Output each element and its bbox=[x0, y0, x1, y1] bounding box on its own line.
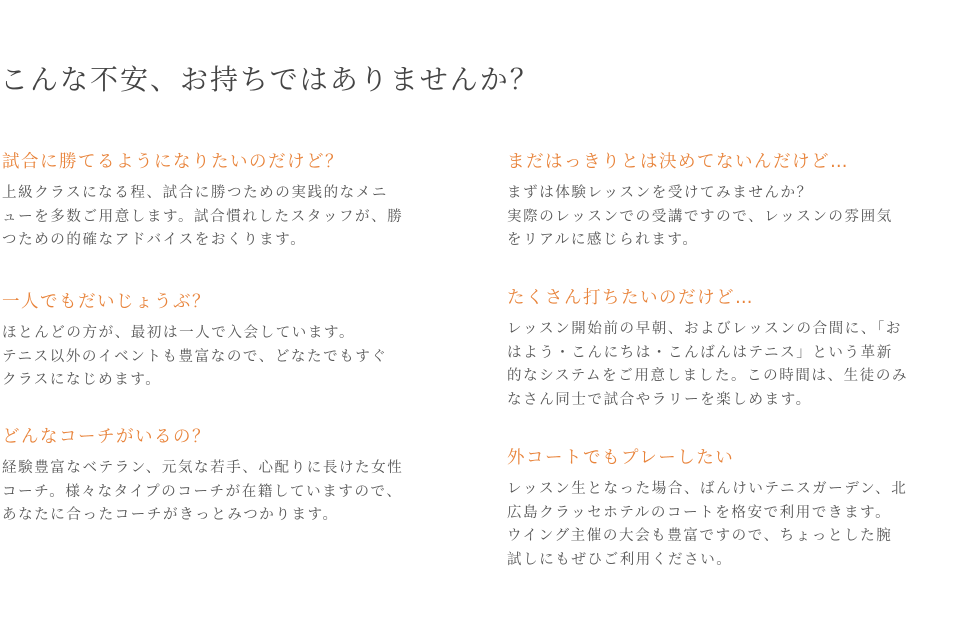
faq-question: 一人でもだいじょうぶ？ bbox=[2, 292, 211, 312]
faq-answer-line: 試しにもぜひご利用ください。 bbox=[507, 551, 733, 568]
faq-answer-line: ウイング主催の大会も豊富ですので、ちょっとした腕 bbox=[507, 528, 893, 544]
faq-answer bbox=[2, 182, 470, 253]
faq-question: 外コートでもプレーしたい bbox=[507, 448, 735, 468]
faq-item-hit-more bbox=[507, 286, 973, 412]
faq-answer-line: 広島クラッセホテルのコートを格安で利用できます。 bbox=[507, 504, 892, 521]
page-title: こんな不安、お持ちではありませんか？ bbox=[0, 63, 540, 96]
faq-question: 試合に勝てるようになりたいのだけど？ bbox=[2, 152, 344, 172]
faq-answer-line: 的なシステムをご用意しました。この時間は、生徒のみ bbox=[507, 368, 909, 384]
faq-answer-line: レッスン生となった場合、ばんけいテニスガーデン、北 bbox=[507, 481, 908, 497]
faq-item-outdoor-courts bbox=[507, 446, 973, 572]
faq-question: たくさん打ちたいのだけど… bbox=[507, 288, 754, 308]
faq-item-win-matches bbox=[2, 150, 470, 253]
faq-answer-line: なさん同士で試合やラリーを楽しめます。 bbox=[507, 391, 812, 408]
faq-answer-line: 経験豊富なベテラン、元気な若手、心配りに長けた女性 bbox=[2, 460, 404, 476]
faq-answer-line: はよう・こんにちは・こんばんはテニス」という革新 bbox=[507, 344, 893, 361]
faq-answer-line: レッスン開始前の早朝、およびレッスンの合間に、「お bbox=[507, 321, 902, 337]
faq-answer bbox=[507, 182, 973, 253]
faq-answer-line: ほとんどの方が、最初は一人で入会しています。 bbox=[2, 325, 356, 341]
faq-answer-line: 上級クラスになる程、試合に勝つための実践的なメニ bbox=[2, 185, 388, 201]
faq-question: どんなコーチがいるの？ bbox=[2, 427, 211, 447]
faq-answer bbox=[507, 318, 973, 412]
faq-answer-line: をリアルに感じられます。 bbox=[507, 232, 699, 248]
faq-answer bbox=[2, 457, 470, 528]
faq-item-alone-ok bbox=[2, 290, 470, 393]
faq-answer bbox=[507, 478, 973, 572]
faq-question: まだはっきりとは決めてないんだけど… bbox=[507, 152, 849, 172]
faq-answer-line: 実際のレッスンでの受講ですので、レッスンの雰囲気 bbox=[507, 208, 893, 225]
faq-answer-line: テニス以外のイベントも豊富なので、どなたでもすぐ bbox=[2, 348, 388, 365]
faq-answer-line: クラスになじめます。 bbox=[2, 372, 162, 388]
faq-item-coaches bbox=[2, 425, 470, 528]
faq-answer-line: つための的確なアドバイスをおくります。 bbox=[2, 232, 307, 248]
faq-answer-line: あなたに合ったコーチがきっとみつかります。 bbox=[2, 507, 339, 523]
faq-answer-line: コーチ。様々なタイプのコーチが在籍していますので、 bbox=[2, 483, 403, 500]
faq-item-undecided bbox=[507, 150, 973, 253]
faq-answer bbox=[2, 322, 470, 393]
faq-answer-line: ューを多数ご用意します。試合慣れしたスタッフが、勝 bbox=[2, 208, 404, 225]
faq-answer-line: まずは体験レッスンを受けてみませんか？ bbox=[507, 185, 813, 201]
